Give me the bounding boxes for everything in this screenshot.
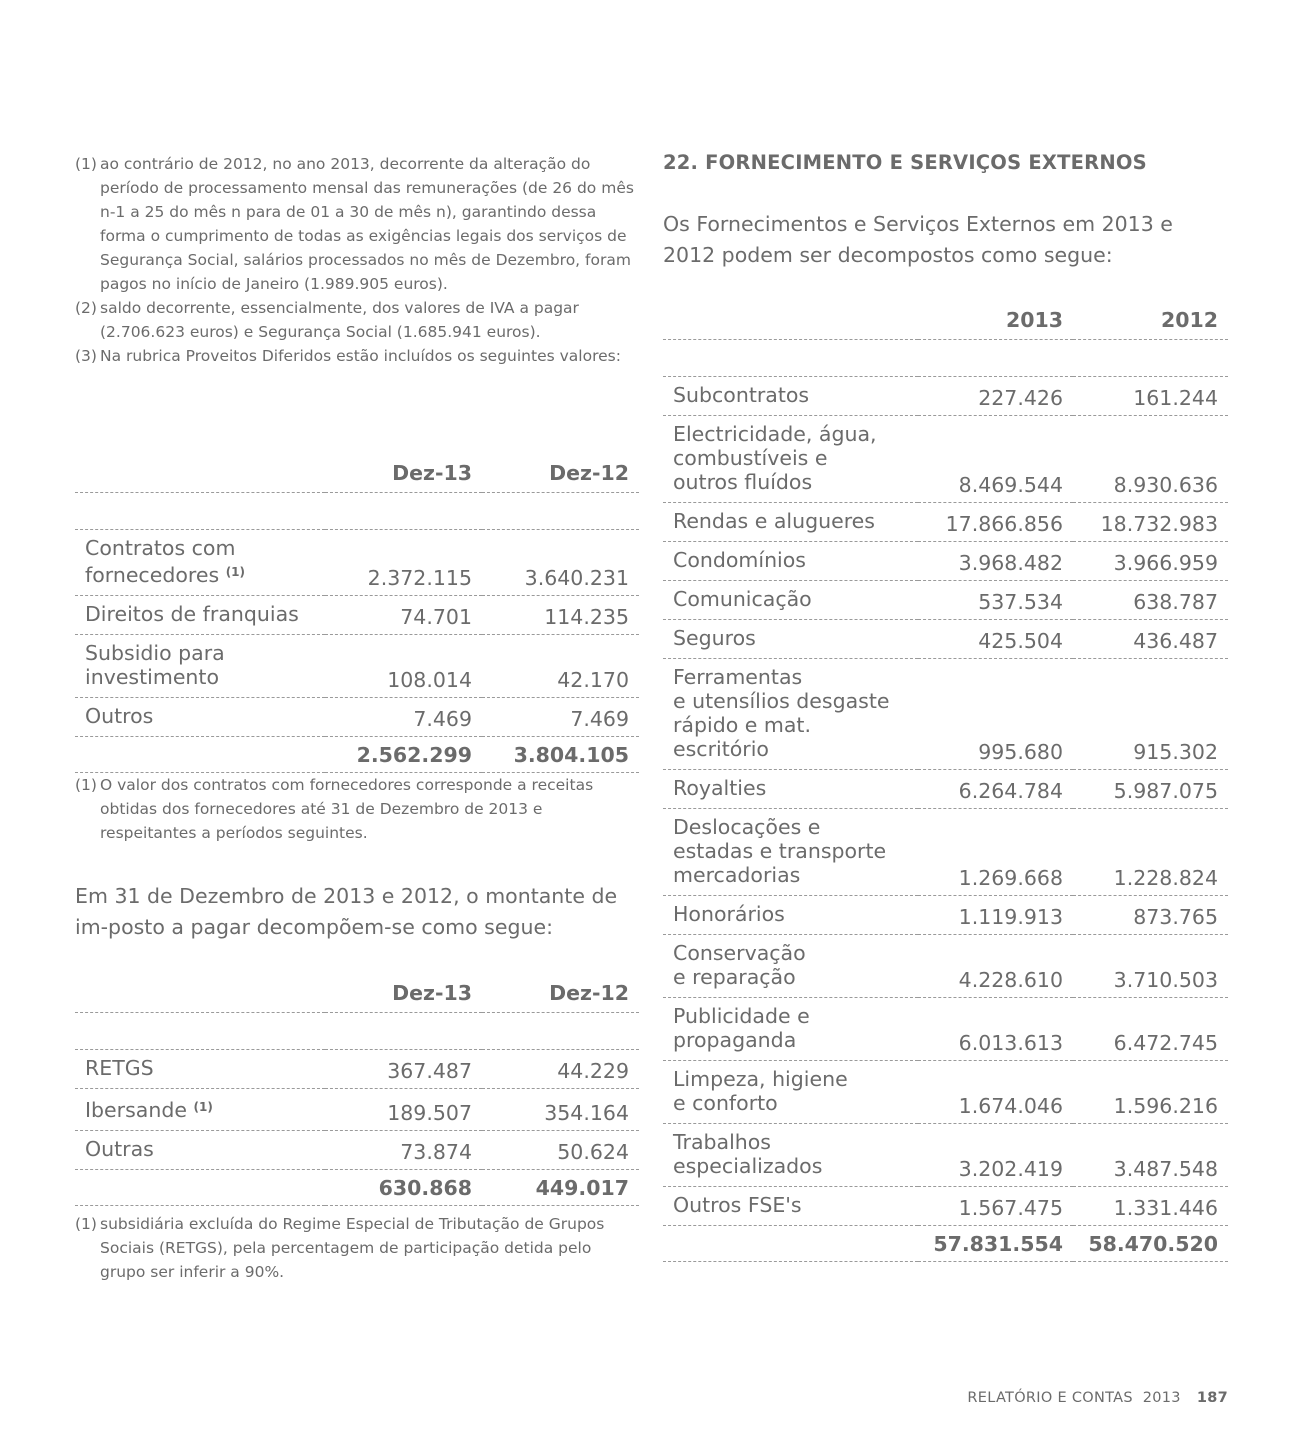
row-label: Ferramentas e utensílios desgaste rápido e mat. escritório [663, 658, 918, 769]
value-dez12: 7.469 [482, 697, 639, 736]
section-heading: 22. FORNECIMENTO E SERVIÇOS EXTERNOS [663, 151, 1147, 174]
table-row [663, 1060, 1228, 1123]
note-text: ao contrário de 2012, no ano 2013, decorrente da alteração do período de processamento mensal das remunerações (de 26 do mês n-1 a 25 do mês n para de 01 a 30 de mês n), garantindo dessa forma o cumprimento de todas as exigências legais dos serviços de Segurança Social, salários processados no mês de Dezembro, foram pagos no início de Janeiro (1.989.905 euros). [100, 155, 634, 293]
value-2012: 436.487 [1073, 619, 1228, 658]
table-row [75, 1130, 639, 1169]
table-spacer-row [75, 492, 639, 529]
row-label: Direitos de franquias [75, 595, 325, 634]
table-row [663, 502, 1228, 541]
note-number: (1) [75, 1215, 97, 1233]
value-2013: 4.228.610 [918, 934, 1073, 997]
value-dez13: 189.507 [325, 1088, 482, 1130]
column-header: Dez-12 [482, 444, 639, 492]
table1-footnote [75, 773, 639, 845]
value-2012: 873.765 [1073, 895, 1228, 934]
row-label: Outros FSE's [663, 1186, 918, 1225]
table-spacer-row [75, 1012, 639, 1049]
value-2013: 6.013.613 [918, 997, 1073, 1060]
value-2012: 161.244 [1073, 376, 1228, 415]
row-label: Rendas e alugueres [663, 502, 918, 541]
total-2013: 57.831.554 [918, 1225, 1073, 1261]
total-2012: 58.470.520 [1073, 1225, 1228, 1261]
row-label: Subcontratos [663, 376, 918, 415]
row-label: Ibersande $^{(1)}$ [75, 1088, 325, 1130]
table-header-row [75, 964, 639, 1012]
note-text: O valor dos contratos com fornecedores corresponde a receitas obtidas dos fornecedores até 31 de Dezembro de 2013 e respeitantes a períodos seguintes. [100, 776, 594, 842]
table-row [663, 619, 1228, 658]
value-2012: 638.787 [1073, 580, 1228, 619]
table-row [75, 697, 639, 736]
table-header-row [75, 444, 639, 492]
value-2012: 18.732.983 [1073, 502, 1228, 541]
value-2013: 1.567.475 [918, 1186, 1073, 1225]
row-label: Honorários [663, 895, 918, 934]
value-dez13: 7.469 [325, 697, 482, 736]
note-3 [75, 344, 639, 368]
row-label: Conservação e reparação [663, 934, 918, 997]
tax-paragraph: Em 31 de Dezembro de 2013 e 2012, o montante de im-posto a pagar decompõem-se como segue: [75, 884, 618, 939]
row-label: Comunicação [663, 580, 918, 619]
section-intro: Os Fornecimentos e Serviços Externos em 2013 e 2012 podem ser decompostos como segue: [663, 212, 1173, 267]
table-row [663, 658, 1228, 769]
value-2013: 995.680 [918, 658, 1073, 769]
table-header-row [663, 291, 1228, 339]
table-total-row [663, 1225, 1228, 1261]
table-row [75, 1088, 639, 1130]
page-number: 187 [1196, 1390, 1228, 1406]
column-header: Dez-13 [325, 444, 482, 492]
value-2012: 6.472.745 [1073, 997, 1228, 1060]
note-2 [75, 296, 639, 344]
value-2012: 3.710.503 [1073, 934, 1228, 997]
value-dez13: 74.701 [325, 595, 482, 634]
table-row [75, 1049, 639, 1088]
table-row [663, 376, 1228, 415]
table2-footnote [75, 1212, 639, 1284]
table-total-row [75, 736, 639, 772]
value-2012: 1.228.824 [1073, 808, 1228, 895]
table-row [663, 997, 1228, 1060]
fse-table [663, 291, 1228, 1262]
row-label: Condomínios [663, 541, 918, 580]
row-label: Limpeza, higiene e conforto [663, 1060, 918, 1123]
value-dez12: 3.640.231 [482, 529, 639, 595]
table-row [663, 1186, 1228, 1225]
value-2012: 3.487.548 [1073, 1123, 1228, 1186]
value-dez13: 73.874 [325, 1130, 482, 1169]
total-dez12: 449.017 [482, 1169, 639, 1205]
note-1 [75, 152, 639, 296]
table-total-row [75, 1169, 639, 1205]
value-2012: 8.930.636 [1073, 415, 1228, 502]
value-2013: 6.264.784 [918, 769, 1073, 808]
value-dez12: 114.235 [482, 595, 639, 634]
table-row [663, 895, 1228, 934]
total-dez13: 2.562.299 [325, 736, 482, 772]
note-number: (1) [75, 776, 97, 794]
row-label: RETGS [75, 1049, 325, 1088]
fse-table-body [663, 291, 1228, 1261]
table-row [75, 595, 639, 634]
value-dez13: 108.014 [325, 634, 482, 697]
table-row [663, 769, 1228, 808]
row-label: Publicidade e propaganda [663, 997, 918, 1060]
value-2013: 1.674.046 [918, 1060, 1073, 1123]
table-row [663, 541, 1228, 580]
footnote-marker: (1) [193, 1099, 213, 1114]
row-label: Contratos com fornecedores $^{(1)}$ [75, 529, 325, 595]
column-header: Dez-12 [482, 964, 639, 1012]
value-2013: 537.534 [918, 580, 1073, 619]
value-2013: 17.866.856 [918, 502, 1073, 541]
row-label: Royalties [663, 769, 918, 808]
footer-report-title: RELATÓRIO E CONTAS 2013 [967, 1390, 1181, 1406]
page-footer [967, 1390, 1228, 1406]
note-number: (3) [75, 347, 97, 365]
table-row [663, 415, 1228, 502]
value-2013: 8.469.544 [918, 415, 1073, 502]
value-2012: 1.331.446 [1073, 1186, 1228, 1225]
value-2013: 227.426 [918, 376, 1073, 415]
value-dez12: 354.164 [482, 1088, 639, 1130]
value-2013: 3.968.482 [918, 541, 1073, 580]
row-label: Subsidio para investimento [75, 634, 325, 697]
column-header: 2013 [918, 291, 1073, 339]
value-dez12: 50.624 [482, 1130, 639, 1169]
note-text: saldo decorrente, essencialmente, dos valores de IVA a pagar (2.706.623 euros) e Segurança Social (1.685.941 euros). [100, 299, 579, 341]
notes-top [75, 152, 639, 368]
value-2012: 915.302 [1073, 658, 1228, 769]
table-row [75, 529, 639, 595]
row-label: Outras [75, 1130, 325, 1169]
value-dez13: 2.372.115 [325, 529, 482, 595]
row-label: Trabalhos especializados [663, 1123, 918, 1186]
row-label: Seguros [663, 619, 918, 658]
value-2012: 3.966.959 [1073, 541, 1228, 580]
value-2013: 425.504 [918, 619, 1073, 658]
value-2013: 3.202.419 [918, 1123, 1073, 1186]
table-row [663, 934, 1228, 997]
total-dez12: 3.804.105 [482, 736, 639, 772]
value-2012: 1.596.216 [1073, 1060, 1228, 1123]
value-2013: 1.269.668 [918, 808, 1073, 895]
footnote-marker: (1) [225, 564, 246, 579]
column-header: Dez-13 [325, 964, 482, 1012]
table-row [663, 1123, 1228, 1186]
table-row [75, 634, 639, 697]
note-number: (1) [75, 155, 97, 173]
table-row [663, 808, 1228, 895]
value-dez13: 367.487 [325, 1049, 482, 1088]
deferred-income-table [75, 444, 639, 773]
tax-payable-table [75, 964, 639, 1206]
column-header: 2012 [1073, 291, 1228, 339]
value-dez12: 42.170 [482, 634, 639, 697]
row-label: Deslocações e estadas e transporte mercadorias [663, 808, 918, 895]
value-2012: 5.987.075 [1073, 769, 1228, 808]
table-row [663, 580, 1228, 619]
note-text: Na rubrica Proveitos Diferidos estão incluídos os seguintes valores: [100, 347, 621, 365]
value-2013: 1.119.913 [918, 895, 1073, 934]
table-spacer-row [663, 339, 1228, 376]
row-label: Outros [75, 697, 325, 736]
note-number: (2) [75, 299, 97, 317]
note-text: subsidiária excluída do Regime Especial de Tributação de Grupos Sociais (RETGS), pela percentagem de participação detida pelo grupo ser inferir a 90%. [100, 1215, 605, 1281]
row-label: Electricidade, água, combustíveis e outros fluídos [663, 415, 918, 502]
total-dez13: 630.868 [325, 1169, 482, 1205]
value-dez12: 44.229 [482, 1049, 639, 1088]
